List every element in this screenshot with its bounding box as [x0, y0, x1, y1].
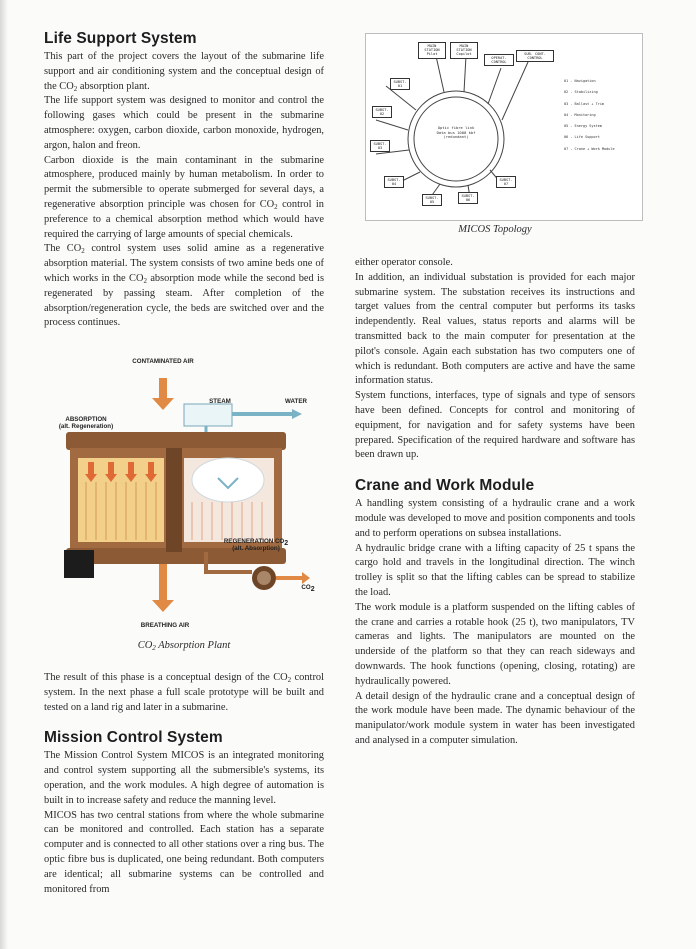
crane-heading: Crane and Work Module — [355, 477, 535, 495]
right-p3: System functions, interfaces, type of signals and type of sensors have been defined. Concepts for control and monitoring of equipment, for navigation and for safety systems have been prepared. Specification of the required hardware and software has been drawn up. — [355, 390, 635, 461]
co2-out-label: $CO_2$ — [301, 584, 315, 593]
plant-illustration — [56, 352, 326, 634]
mission-control-p1: The Mission Control System MICOS is an integrated monitoring and control system supporting all the submersible's systems, its operation, and the work modules. A high degree of automation is built in to increase safety and reduce the manning level. — [44, 750, 324, 806]
ring-bus-label: Optic fibre link Data bus 1000 kbf (redundant) — [436, 125, 476, 140]
topology-box-subst-05: SUBST. 05 — [422, 194, 442, 206]
absorption-label: ABSORPTION (alt. Regeneration) — [58, 416, 114, 430]
breathing-air-label: BREATHING AIR — [140, 622, 190, 629]
mission-control-heading: Mission Control System — [44, 729, 223, 747]
topology-box-subst-02: SUBST. 02 — [372, 106, 392, 118]
contaminated-air-arrow — [159, 378, 167, 400]
result-paragraph: The result of this phase is a conceptual design of the $CO_2$ control system. In the next phase a full scale prototype will be built and tested on a land rig and later in a submarine. — [44, 672, 324, 713]
crane-p2: A hydraulic bridge crane with a lifting capacity of 25 t spans the cargo hold and travels in the longitudinal direction. The winch trolley is split so that the lifting cables can be spread to stabilize the load. — [355, 542, 635, 598]
plant-caption: $CO_2$ Absorption Plant — [137, 640, 231, 652]
crane-p3: The work module is a platform suspended on the lifting cables of the crane and carries a rotable hook (25 t), two manipulators, TV cameras and lights. The manipulators are mounted on the underside of the platform so that they can reach sideways and downwards. The hook functions (opening, closing, rotating) are hydraulically powered. — [355, 601, 635, 687]
micos-topology-figure — [365, 33, 643, 221]
right-p1: either operator console. — [355, 257, 453, 268]
crane-p4: A detail design of the hydraulic crane and a conceptual design of the work module have been made. The dynamic behaviour of the manipulator/work module system in water has been investigated and analysed in a computer simulation. — [355, 690, 635, 746]
topology-box-subst-07: SUBST. 07 — [496, 176, 516, 188]
mission-control-p2: MICOS has two central stations from where the whole submarine can be monitored and controlled. Each station has a separate computer and is connected to all other stations over a ring bus. The optic fibre bus is duplicated, one being redundant. Both computers are identical; all submarine systems can be controlled and monitored from — [44, 809, 324, 895]
breathing-air-arrow — [159, 564, 167, 602]
topology-box-main-pilot: MAIN STATION Pilot — [418, 42, 446, 59]
topology-box-subst-01: SUBST. 01 — [390, 78, 410, 90]
control-box — [64, 550, 94, 578]
regeneration-label: REGENERATION $CO_2$ (alt. Absorption) — [223, 538, 289, 552]
topology-box-operat-control: OPERAT. CONTROL — [484, 54, 514, 66]
topology-caption: MICOS Topology — [458, 224, 532, 235]
right-column — [355, 256, 635, 749]
vessel-top — [66, 432, 286, 450]
left-column-bottom — [44, 671, 324, 897]
contaminated-air-label: CONTAMINATED AIR — [132, 358, 194, 365]
co2-absorption-plant-figure — [56, 352, 326, 634]
left-column — [44, 30, 324, 331]
right-p2: In addition, an individual substation is provided for each major submarine system. The substation receives its instructions and target values from the central computer but performs its tasks independently. Real values, status reports and alarms will be transmitted back to the main computer for presentation at the pilot's console. Again each substation has two computers one of which is redundant. Both computers are active and have the same information status. — [355, 271, 635, 387]
topology-box-main-copilot: MAIN STATION Copilot — [450, 42, 478, 59]
topology-box-subst-04: SUBST. 04 — [384, 176, 404, 188]
life-support-p1: This part of the project covers the layout of the submarine life support and air conditioning system and the conceptual design of the $CO_2$ absorption plant. — [44, 51, 324, 93]
life-support-heading: Life Support System — [44, 30, 197, 47]
page-edge-shadow — [0, 0, 8, 949]
steam-label: STEAM — [209, 398, 231, 405]
topology-box-subst-06: SUBST. 06 — [458, 192, 478, 204]
life-support-p4: The $CO_2$ control system uses solid amine as a regenerative absorption material. The system consists of two amine beds one of which works in the $CO_2$ absorption mode while the second bed is regenerated by passing steam. After completion of the absorption/regeneration cycle, the beds are switched over and the process continues. — [44, 243, 324, 329]
topology-box-subst-03: SUBST. 03 — [370, 140, 390, 152]
life-support-p2: The life support system was designed to monitor and control the following gases which could be present in the submarine atmosphere: oxygen, carbon dioxide, carbon monoxide, hydrogen, argon, halon and freon. — [44, 95, 324, 151]
crane-p1: A handling system consisting of a hydraulic crane and a work module was developed to move and position components and tools and to perform operations on subsea installations. — [355, 498, 635, 539]
water-label: WATER — [285, 398, 307, 405]
topology-box-sub-cont-control: SUB. CONT. CONTROL — [516, 50, 554, 62]
topology-legend: 01 - Navigation 02 - Stabilizing 03 - Ballast + Trim 04 - Monitoring 05 - Energy System 06 - Life Support 07 - Crane + Work Module — [564, 79, 615, 151]
life-support-p3: Carbon dioxide is the main contaminant in the submarine atmosphere, produced mainly by human metabolism. In order to permit the submersible to operate submerged for several days, a regenerative absorption principle was chosen for $CO_2$ control in preference to a chemical absorption method which would have required the carrying of large amounts of special chemicals. — [44, 154, 324, 240]
